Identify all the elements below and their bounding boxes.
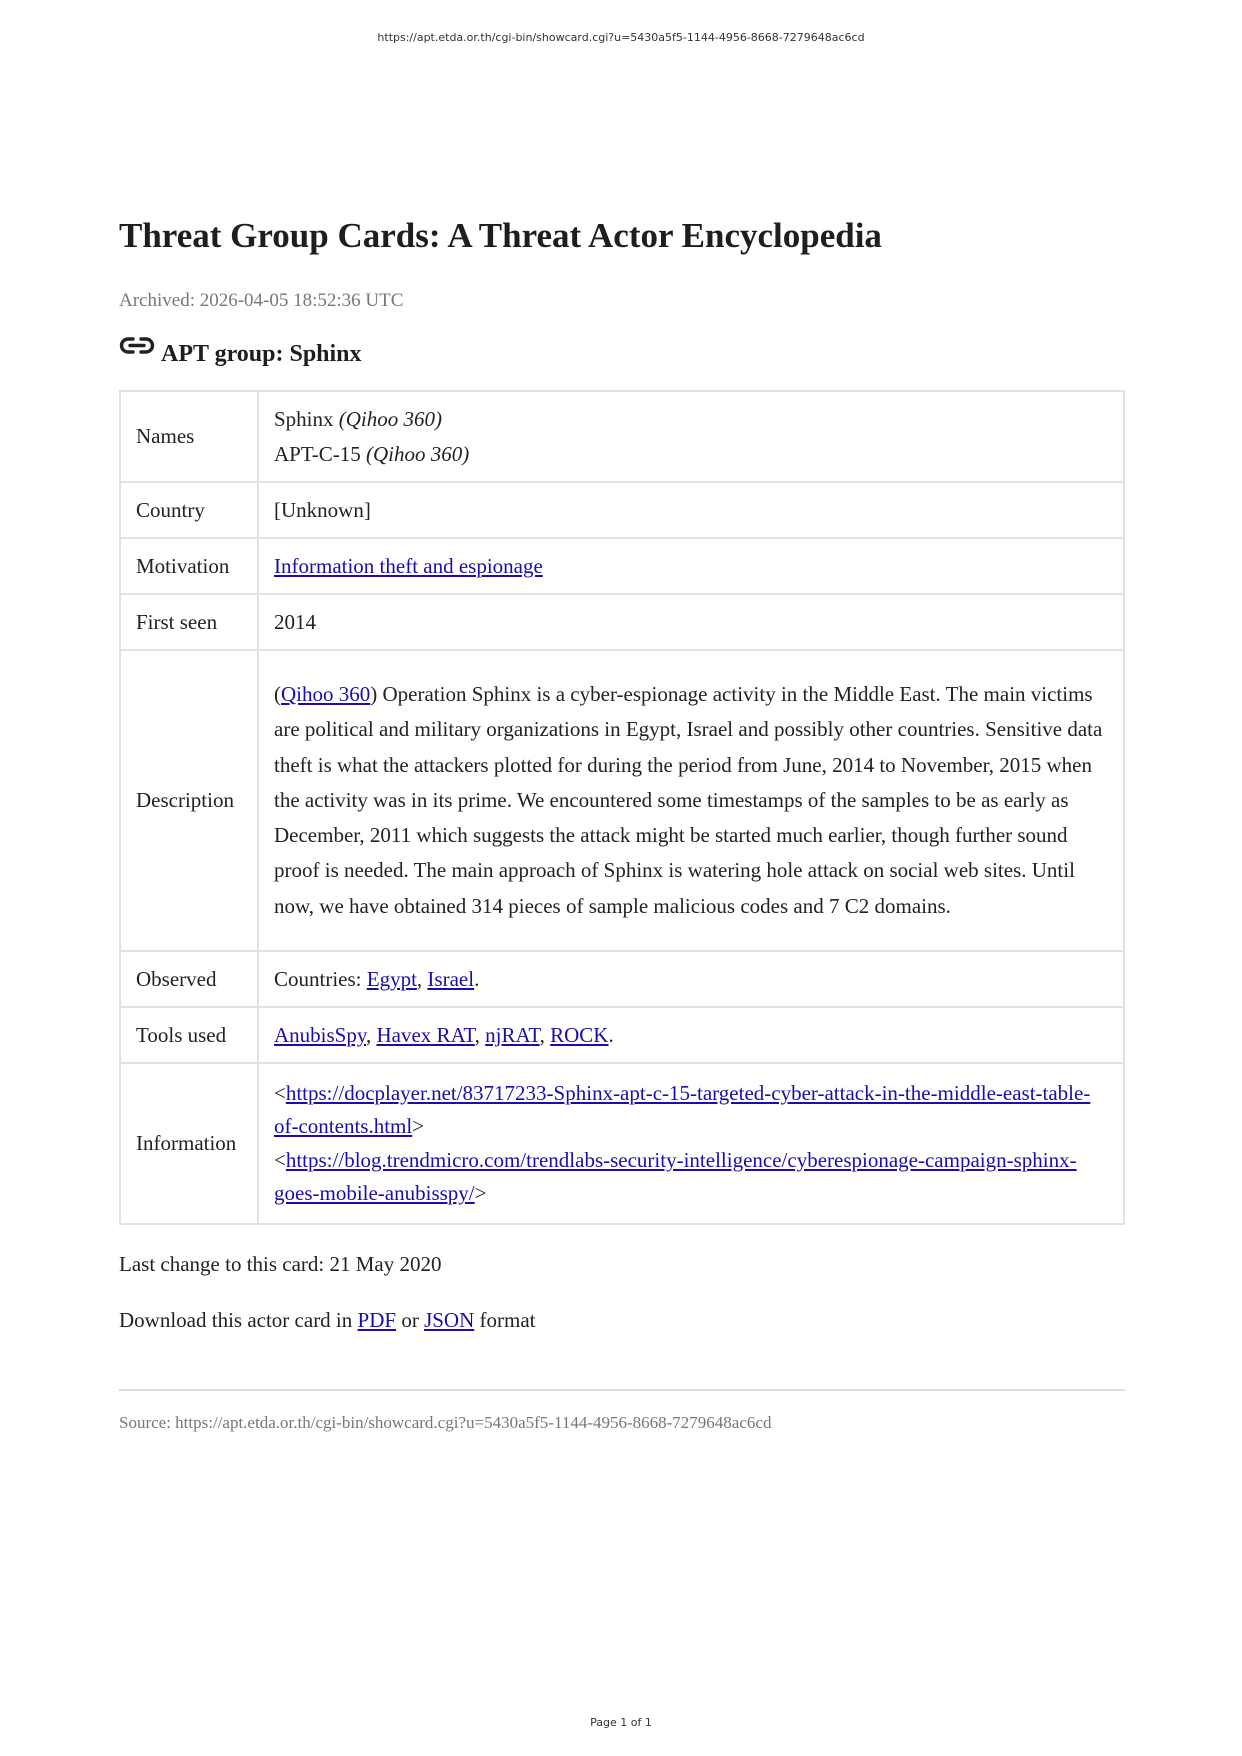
tools-used-value	[258, 1007, 1124, 1063]
row-names	[120, 391, 1124, 482]
angle-close: >	[474, 1181, 487, 1205]
group-title: APT group: Sphinx	[161, 341, 362, 367]
tool-link-anubisspy[interactable]: AnubisSpy	[274, 1022, 366, 1047]
last-change-note: Last change to this card: 21 May 2020	[119, 1252, 442, 1276]
names-value	[258, 391, 1124, 482]
information-entry	[274, 1077, 1108, 1144]
description-label: Description	[120, 650, 258, 951]
row-observed	[120, 951, 1124, 1007]
download-or: or	[396, 1308, 425, 1332]
information-value	[258, 1063, 1124, 1224]
row-tools-used	[120, 1007, 1124, 1063]
group-heading	[119, 337, 1125, 371]
tool-link-havex-rat[interactable]: Havex RAT	[376, 1022, 475, 1047]
name-text: Sphinx	[274, 406, 334, 431]
download-suffix: format	[474, 1308, 536, 1332]
country-label: Country	[120, 482, 258, 538]
tool-link-njrat[interactable]: njRAT	[485, 1022, 540, 1047]
description-source-link[interactable]: Qihoo 360	[281, 681, 371, 706]
name-entry	[274, 437, 1108, 472]
main-content	[119, 212, 1125, 1435]
observed-suffix: .	[474, 966, 480, 991]
row-first-seen	[120, 594, 1124, 650]
page-number: Page 1 of 1	[590, 1716, 652, 1729]
pdf-download-link[interactable]: PDF	[357, 1308, 397, 1332]
first-seen-label: First seen	[120, 594, 258, 650]
tool-link-rock[interactable]: ROCK	[550, 1022, 609, 1047]
information-link-trendmicro[interactable]: https://blog.trendmicro.com/trendlabs-security-intelligence/cyberespionage-campaign-sphinx-goes-mobile-anubisspy/	[274, 1147, 1077, 1205]
observed-label: Observed	[120, 951, 258, 1007]
motivation-label: Motivation	[120, 538, 258, 594]
angle-close: >	[412, 1114, 425, 1138]
row-country	[120, 482, 1124, 538]
first-seen-value: 2014	[258, 594, 1124, 650]
information-entry	[274, 1144, 1108, 1211]
tools-suffix: .	[608, 1022, 614, 1047]
row-motivation	[120, 538, 1124, 594]
json-download-link[interactable]: JSON	[424, 1308, 475, 1332]
motivation-link[interactable]: Information theft and espionage	[274, 553, 543, 578]
angle-open: <	[274, 1080, 286, 1105]
description-value	[258, 650, 1124, 951]
separator: ,	[366, 1022, 377, 1047]
separator: ,	[539, 1022, 551, 1047]
row-description	[120, 650, 1124, 951]
country-link-israel[interactable]: Israel	[427, 966, 475, 991]
name-entry	[274, 402, 1108, 437]
print-header-url: https://apt.etda.or.th/cgi-bin/showcard.cgi?u=5430a5f5-1144-4956-8668-7279648ac6cd	[377, 31, 865, 44]
angle-open: <	[274, 1147, 286, 1172]
download-prefix: Download this actor card in	[119, 1308, 358, 1332]
country-link-egypt[interactable]: Egypt	[366, 966, 417, 991]
names-label: Names	[120, 391, 258, 482]
name-source: (Qihoo 360)	[366, 441, 470, 466]
row-information	[120, 1063, 1124, 1224]
separator: ,	[416, 966, 428, 991]
source-url: Source: https://apt.etda.or.th/cgi-bin/showcard.cgi?u=5430a5f5-1144-4956-8668-7279648ac6cd	[119, 1413, 772, 1432]
information-link-docplayer[interactable]: https://docplayer.net/83717233-Sphinx-apt-c-15-targeted-cyber-attack-in-the-middle-east-table-of-contents.html	[274, 1080, 1091, 1138]
name-text: APT-C-15	[274, 441, 361, 466]
page-title: Threat Group Cards: A Threat Actor Encyclopedia	[119, 216, 882, 255]
tools-used-label: Tools used	[120, 1007, 258, 1063]
country-value: [Unknown]	[258, 482, 1124, 538]
observed-value	[258, 951, 1124, 1007]
link-icon[interactable]	[119, 333, 155, 359]
download-line	[119, 1305, 1125, 1335]
description-text: ) Operation Sphinx is a cyber-espionage activity in the Middle East. The main victims are political and military organizations in Egypt, Israel and possibly other countries. Sensitive data theft is what the attackers plotted for during the period from June, 2014 to November, 2015 when the activity was in its prime. We encountered some timestamps of the samples to be as early as December, 2011 which suggests the attack might be started much earlier, though further sound proof is needed. The main approach of Sphinx is watering hole attack on social web sites. Until now, we have obtained 314 pieces of sample malicious codes and 7 C2 domains.	[274, 681, 1103, 918]
description-open-paren: (	[274, 681, 281, 706]
separator: ,	[474, 1022, 486, 1047]
actor-card-table	[119, 390, 1125, 1225]
observed-prefix: Countries:	[274, 966, 367, 991]
divider	[119, 1389, 1125, 1391]
name-source: (Qihoo 360)	[338, 406, 443, 431]
information-label: Information	[120, 1063, 258, 1224]
archived-timestamp: Archived: 2026-04-05 18:52:36 UTC	[119, 290, 404, 311]
motivation-value	[258, 538, 1124, 594]
